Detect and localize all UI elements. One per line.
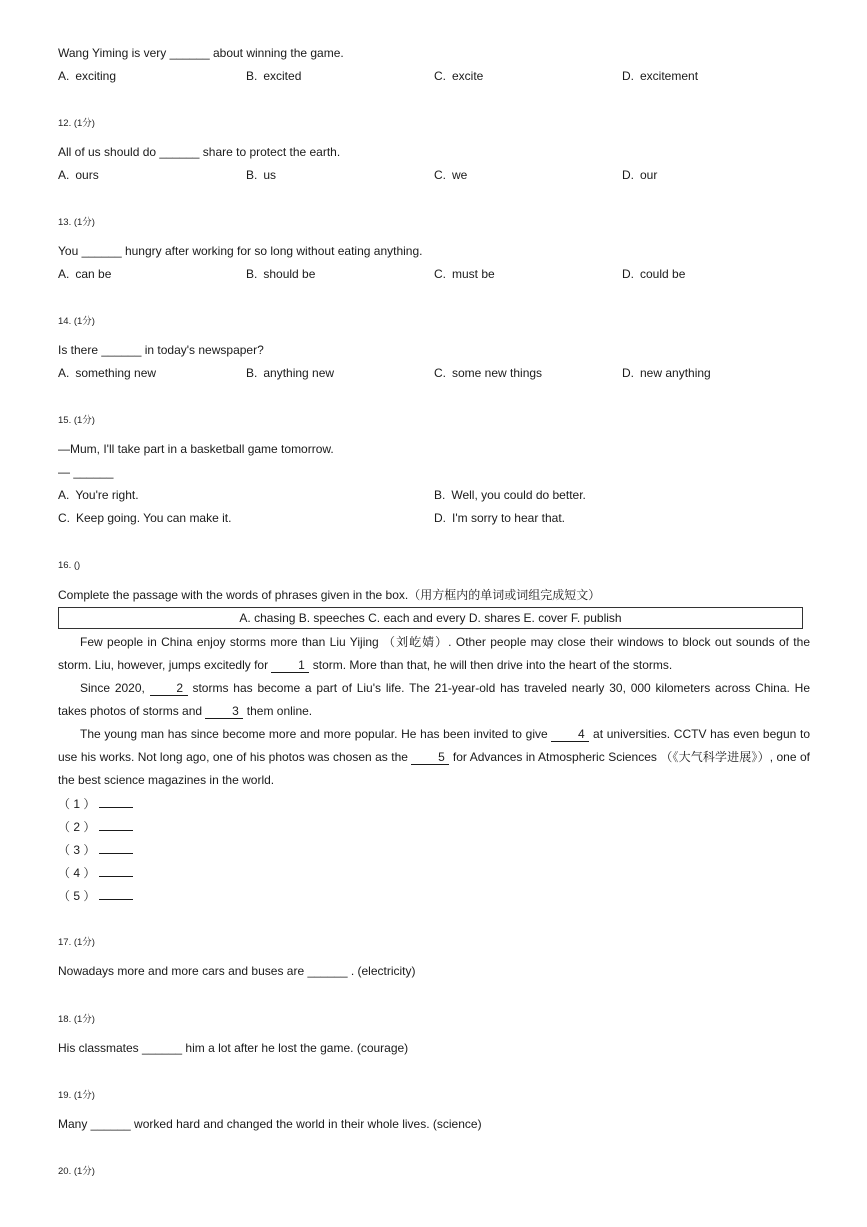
blank-5: 5 xyxy=(411,750,449,765)
answer-blank[interactable] xyxy=(99,843,133,854)
option-letter: B. xyxy=(246,69,258,83)
question-11-stem: Wang Yiming is very ______ about winning the game. xyxy=(58,46,344,60)
passage-text: storm. More than that, he will then drive into the heart of the storms. xyxy=(309,658,673,672)
option-letter: B. xyxy=(246,366,258,380)
option-d[interactable] xyxy=(622,266,685,282)
option-letter: C. xyxy=(434,69,446,83)
question-15-options-row-1 xyxy=(58,487,810,503)
option-d[interactable] xyxy=(622,68,698,84)
option-text: could be xyxy=(640,267,686,281)
option-a[interactable] xyxy=(58,68,116,84)
option-d[interactable] xyxy=(622,365,711,381)
option-letter: C. xyxy=(58,511,70,525)
option-text: can be xyxy=(75,267,112,281)
option-text: I'm sorry to hear that. xyxy=(452,511,565,525)
option-letter: A. xyxy=(58,488,70,502)
option-text: new anything xyxy=(640,366,711,380)
option-d[interactable] xyxy=(434,510,565,526)
option-letter: A. xyxy=(58,168,70,182)
option-text: Keep going. You can make it. xyxy=(76,511,232,525)
passage-text: The young man has since become more and more popular. He has been invited to give xyxy=(80,727,552,741)
option-letter: B. xyxy=(434,488,446,502)
option-text: exciting xyxy=(75,69,117,83)
question-15-line-2: — ______ xyxy=(58,465,114,479)
question-17-stem: Nowadays more and more cars and buses are ______ . (electricity) xyxy=(58,964,416,978)
question-17-number: 17. (1分) xyxy=(58,937,95,948)
option-letter: C. xyxy=(434,366,446,380)
option-text: excite xyxy=(452,69,484,83)
option-letter: D. xyxy=(622,69,634,83)
option-letter: A. xyxy=(58,366,70,380)
option-text: Well, you could do better. xyxy=(451,488,586,502)
option-b[interactable] xyxy=(246,68,301,84)
answer-blank[interactable] xyxy=(99,889,133,900)
blank-2: 2 xyxy=(150,681,188,696)
option-letter: D. xyxy=(622,168,634,182)
option-text: something new xyxy=(75,366,157,380)
option-c[interactable] xyxy=(434,266,495,282)
passage-text: Since 2020, xyxy=(80,681,150,695)
question-18-stem: His classmates ______ him a lot after he lost the game. (courage) xyxy=(58,1041,409,1055)
option-letter: D. xyxy=(434,511,446,525)
passage-text: storms has become a part of Liu's life. The 21-year-old has traveled nearly 30, 000 kilometers across China. He takes photos of storms and xyxy=(58,681,811,718)
passage-text: Few people in China enjoy storms more than Liu Yijing （刘屹婧）. Other people may close their windows to block out sounds of the storm. Liu, however, jumps excitedly for xyxy=(58,635,810,672)
question-11-options xyxy=(58,68,810,84)
option-text: excited xyxy=(263,69,302,83)
question-15-options-row-2 xyxy=(58,510,810,526)
blank-3: 3 xyxy=(205,704,243,719)
answer-blank[interactable] xyxy=(99,866,133,877)
option-d[interactable] xyxy=(622,167,657,183)
option-c[interactable] xyxy=(434,68,483,84)
answer-line-3[interactable] xyxy=(58,842,133,858)
answer-label: （ 5 ） xyxy=(58,889,96,903)
option-text: excitement xyxy=(640,69,699,83)
question-15-line-1: —Mum, I'll take part in a basketball game tomorrow. xyxy=(58,442,334,456)
question-12-stem: All of us should do ______ share to protect the earth. xyxy=(58,145,341,159)
word-box: A. chasing B. speeches C. each and every D. shares E. cover F. publish xyxy=(58,607,803,629)
question-14-stem: Is there ______ in today's newspaper? xyxy=(58,343,264,357)
option-c[interactable] xyxy=(434,167,467,183)
passage-text: for Advances in Atmospheric Sciences （《大气科学进展》）, one of the best science magazines in the world. xyxy=(58,750,811,787)
option-a[interactable] xyxy=(58,365,156,381)
passage-paragraph-1 xyxy=(58,631,810,677)
answer-blank[interactable] xyxy=(99,820,133,831)
option-a[interactable] xyxy=(58,266,111,282)
option-letter: B. xyxy=(246,168,258,182)
option-letter: A. xyxy=(58,69,70,83)
question-18-number: 18. (1分) xyxy=(58,1014,95,1025)
option-letter: D. xyxy=(622,366,634,380)
blank-4: 4 xyxy=(551,727,589,742)
answer-blank[interactable] xyxy=(99,797,133,808)
question-13-number: 13. (1分) xyxy=(58,217,95,228)
question-13-stem: You ______ hungry after working for so long without eating anything. xyxy=(58,244,423,258)
question-16-instruction: Complete the passage with the words of phrases given in the box.（用方框内的单词或词组完成短文） xyxy=(58,588,601,602)
option-text: us xyxy=(263,168,277,182)
option-letter: C. xyxy=(434,267,446,281)
answer-label: （ 3 ） xyxy=(58,843,96,857)
option-text: our xyxy=(640,168,658,182)
answer-line-1[interactable] xyxy=(58,796,133,812)
option-a[interactable] xyxy=(58,487,139,503)
option-text: should be xyxy=(263,267,316,281)
option-letter: A. xyxy=(58,267,70,281)
option-c[interactable] xyxy=(434,365,542,381)
option-text: ours xyxy=(75,168,99,182)
answer-label: （ 4 ） xyxy=(58,866,96,880)
question-19-stem: Many ______ worked hard and changed the world in their whole lives. (science) xyxy=(58,1117,482,1131)
option-b[interactable] xyxy=(246,365,334,381)
option-text: we xyxy=(452,168,468,182)
question-20-number: 20. (1分) xyxy=(58,1166,95,1177)
passage-text: them online. xyxy=(243,704,313,718)
option-letter: B. xyxy=(246,267,258,281)
question-19-number: 19. (1分) xyxy=(58,1090,95,1101)
question-16-number: 16. () xyxy=(58,560,81,571)
option-b[interactable] xyxy=(434,487,586,503)
option-text: anything new xyxy=(263,366,335,380)
question-12-number: 12. (1分) xyxy=(58,118,95,129)
passage-text: at universities. CCTV has even begun to use his works. Not long ago, one of his photos was chosen as the xyxy=(58,727,810,764)
option-text: some new things xyxy=(452,366,543,380)
option-letter: C. xyxy=(434,168,446,182)
blank-1: 1 xyxy=(271,658,309,673)
question-13-options xyxy=(58,266,810,282)
question-14-options xyxy=(58,365,810,381)
answer-label: （ 1 ） xyxy=(58,797,96,811)
passage-paragraph-2 xyxy=(58,677,810,723)
answer-line-4[interactable] xyxy=(58,865,133,881)
option-c[interactable] xyxy=(58,510,231,526)
question-15-number: 15. (1分) xyxy=(58,415,95,426)
option-a[interactable] xyxy=(58,167,99,183)
answer-line-5[interactable] xyxy=(58,888,133,904)
question-14-number: 14. (1分) xyxy=(58,316,95,327)
option-b[interactable] xyxy=(246,266,315,282)
option-letter: D. xyxy=(622,267,634,281)
option-text: You're right. xyxy=(75,488,139,502)
passage-paragraph-3 xyxy=(58,723,810,792)
option-text: must be xyxy=(452,267,495,281)
answer-line-2[interactable] xyxy=(58,819,133,835)
answer-label: （ 2 ） xyxy=(58,820,96,834)
question-12-options xyxy=(58,167,810,183)
option-b[interactable] xyxy=(246,167,276,183)
